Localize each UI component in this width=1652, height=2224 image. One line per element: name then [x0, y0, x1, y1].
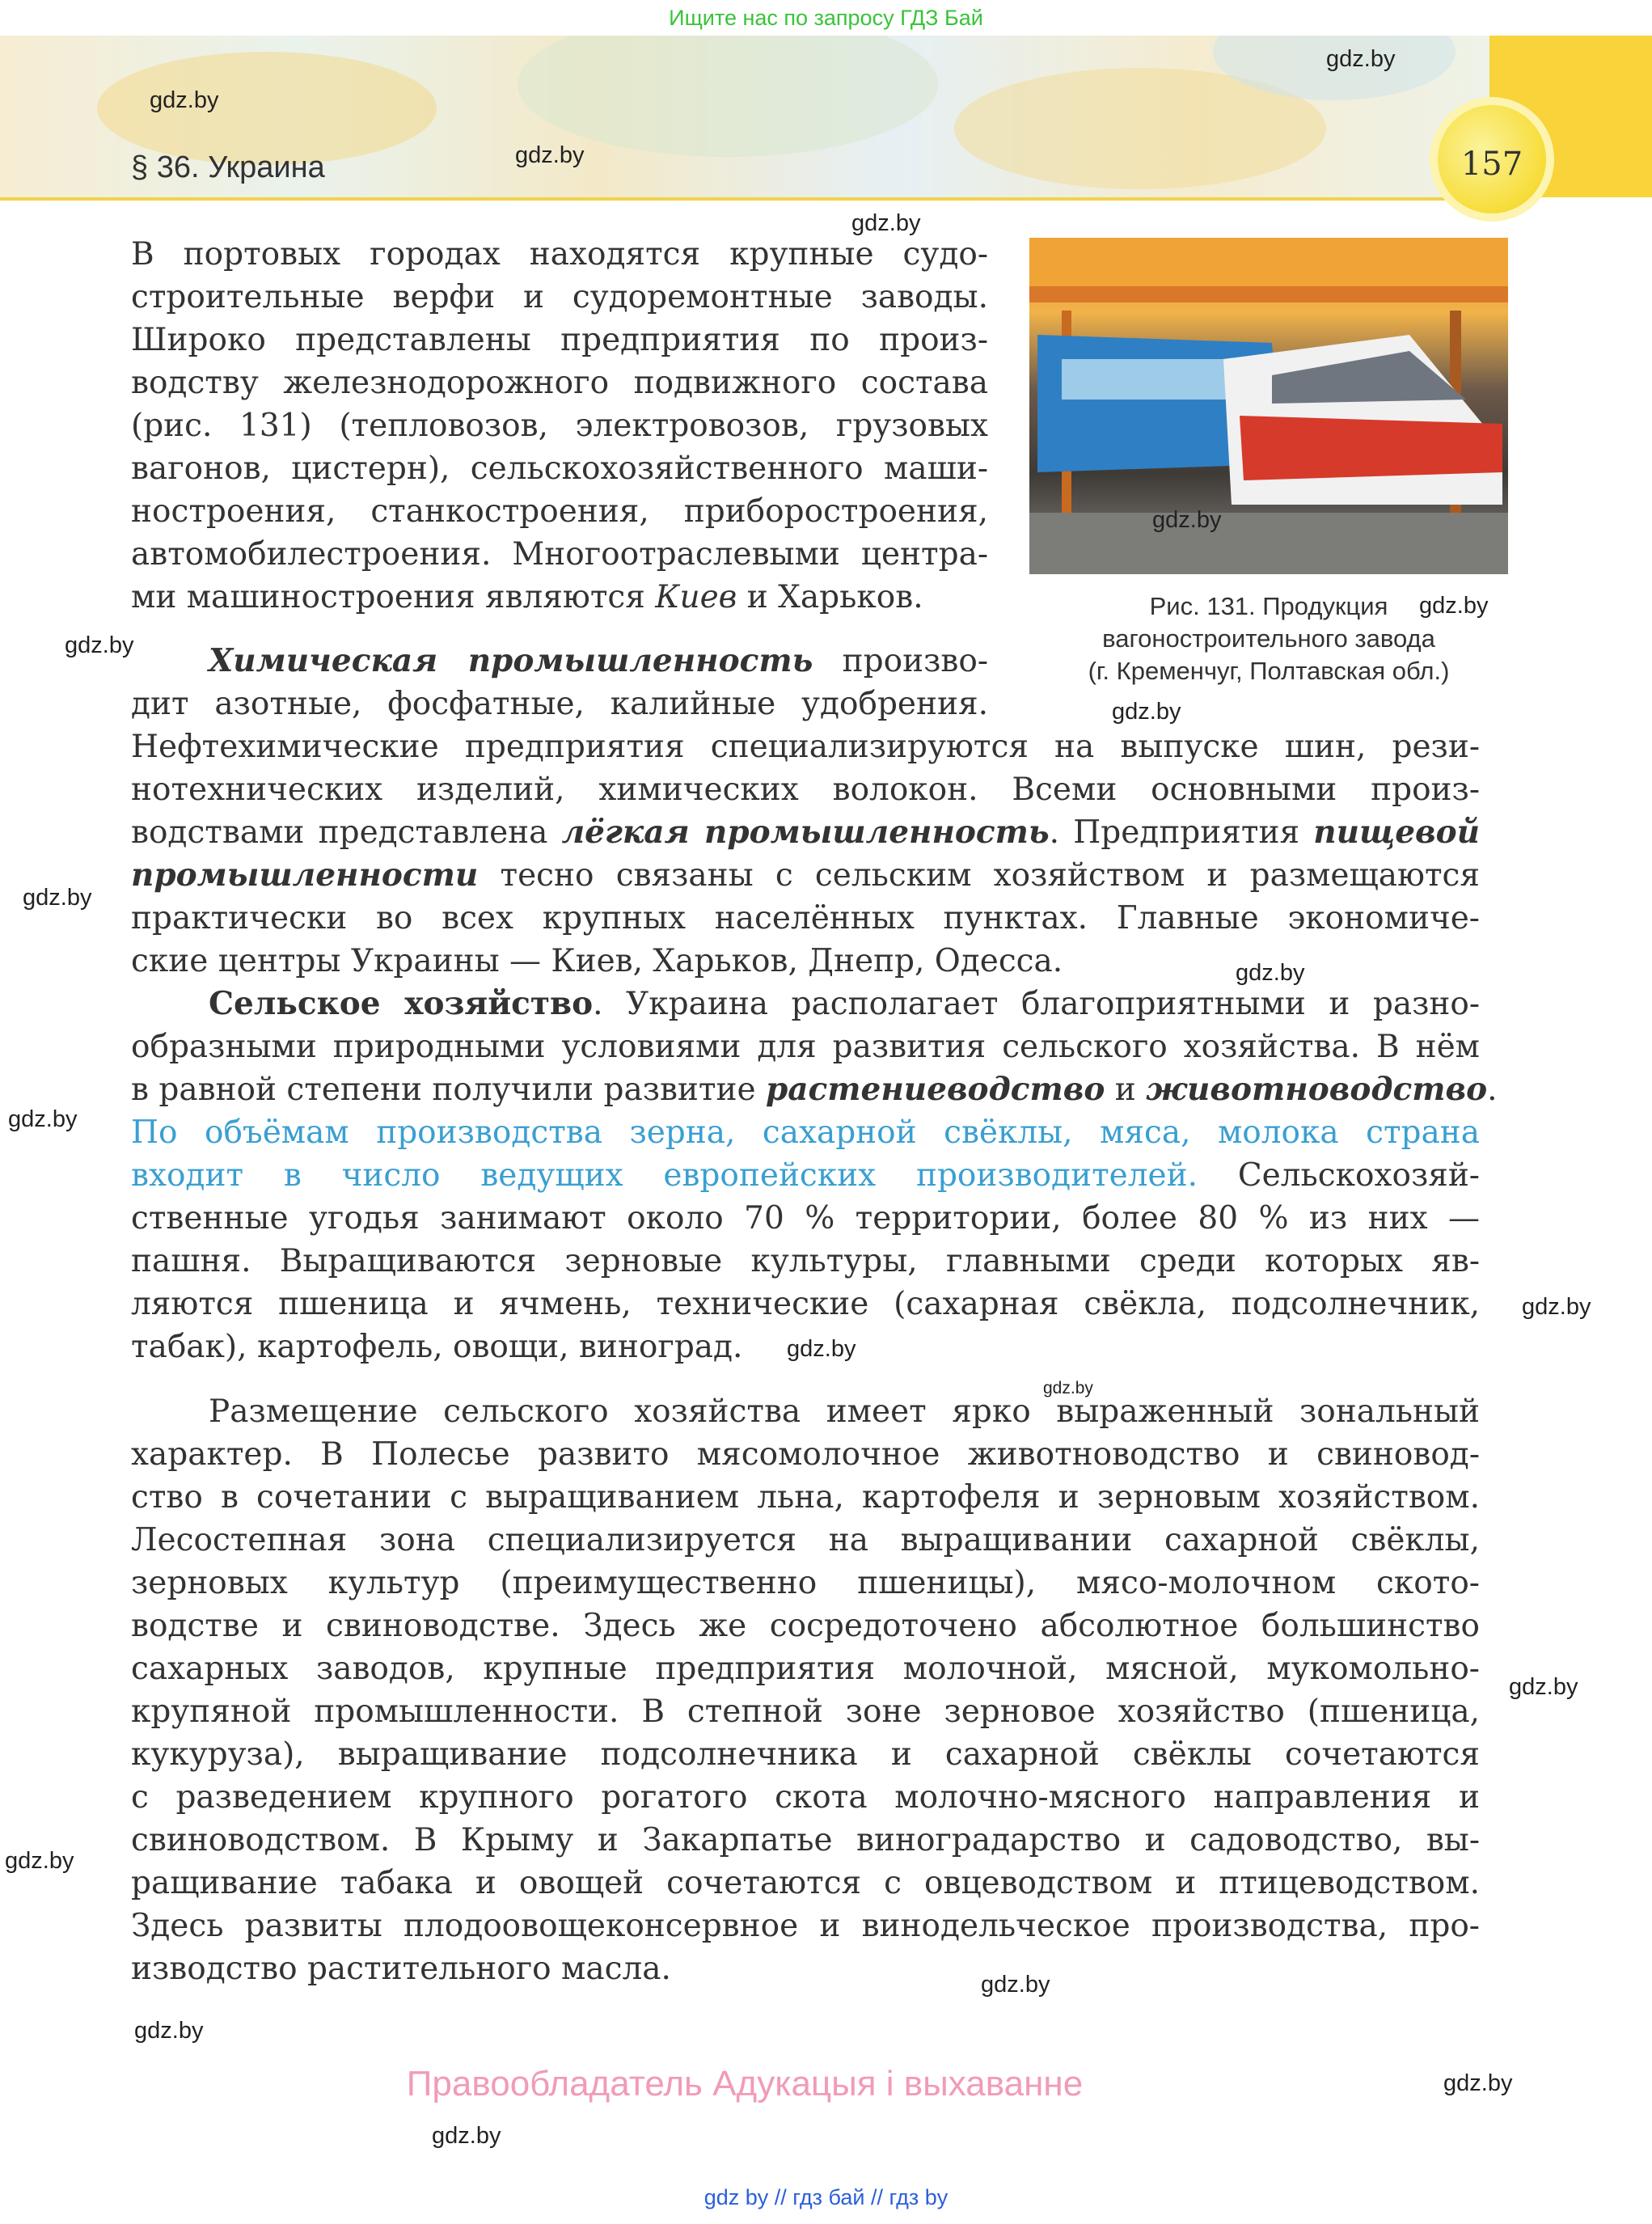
paragraph-machine-building [131, 233, 988, 619]
rights-holder-notice: Правообладатель Адукацыя і выхаванне [406, 2064, 1084, 2103]
term-crop-growing: растениеводство [765, 1071, 1105, 1108]
text-line [131, 854, 1480, 897]
text-line [131, 640, 988, 683]
text-line: нотехнических изделий, химических волокон. Всеми основными произ- [131, 772, 1480, 808]
text-line: ращивание табака и овощей сочетаются с овцеводством и птицеводством. [131, 1865, 1480, 1901]
paragraph-agriculture [131, 983, 1498, 1368]
text-line: ство в сочетании с выращиванием льна, картофеля и зерновым хозяйством. [131, 1479, 1480, 1516]
term-light-industry: лёгкая промышленность [561, 814, 1050, 851]
text-line: табак), картофель, овощи, виноград. [131, 1329, 743, 1365]
watermark: gdz.by [5, 1848, 74, 1874]
caption-line: Рис. 131. Продукция [1149, 592, 1388, 620]
text-line: изводство растительного масла. [131, 1951, 671, 1987]
watermark: gdz.by [1443, 2070, 1513, 2096]
search-hint-banner: Ищите нас по запросу ГДЗ Бай [669, 6, 983, 30]
text-line: кукуруза), выращивание подсолнечника и сахарной свёклы сочетаются [131, 1736, 1480, 1773]
paragraph-chemical-industry-body [131, 725, 1480, 983]
text-line: Широко представлены предприятия по произ- [131, 322, 988, 358]
highlight-run: входит в число ведущих европейских производителей. [131, 1157, 1198, 1194]
text-run: . Предприятия [1049, 814, 1314, 851]
watermark: gdz.by [1112, 699, 1181, 725]
watermark: gdz.by [1236, 960, 1305, 986]
watermark: gdz.by [851, 210, 921, 236]
watermark: gdz.by [981, 1972, 1050, 1998]
text-line: крупяной промышленности. В степной зоне зерновое хозяйство (пшеница, [131, 1693, 1480, 1730]
text-line: пашня. Выращиваются зерновые культуры, главными среди которых яв- [131, 1243, 1480, 1279]
text-line [131, 576, 988, 619]
text-line [131, 1154, 1480, 1197]
text-line: свиноводством. В Крыму и Закарпатье виноградарство и садоводство, вы- [131, 1822, 1480, 1858]
text-line: водстве и свиноводстве. Здесь же сосредоточено абсолютное большинство [131, 1608, 1480, 1644]
caption-line: вагоностроительного завода [1102, 624, 1435, 653]
text-line [131, 811, 1480, 854]
text-line: Здесь развиты плодоовощеконсервное и винодельческое производства, про- [131, 1908, 1480, 1944]
caption-line: (г. Кременчуг, Полтавская обл.) [1088, 657, 1450, 685]
text-line: сахарных заводов, крупные предприятия молочной, мясной, мукомольно- [131, 1651, 1480, 1687]
text-run: Сельскохозяй- [1198, 1157, 1480, 1194]
text-line: автомобилестроения. Многоотраслевыми центра- [131, 536, 988, 573]
text-line: ственные угодья занимают около 70 % территории, более 80 % из них — [131, 1200, 1480, 1237]
watermark: gdz.by [1043, 1379, 1093, 1397]
watermark: gdz.by [65, 632, 134, 658]
text-line: с разведением крупного рогатого скота молочно-мясного направления и [131, 1779, 1480, 1816]
text-line: ностроения, станкостроения, приборостроения, [131, 493, 988, 530]
text-line: практически во всех крупных населённых пунктах. Главные экономиче- [131, 900, 1480, 937]
city-kiev-italic: Киев [655, 579, 737, 615]
text-run: и Харьков. [737, 579, 923, 615]
text-line: дит азотные, фосфатные, калийные удобрения. [131, 686, 988, 722]
text-run: ми машиностроения являются [131, 579, 656, 615]
text-run: в равной степени получили развитие [131, 1072, 766, 1108]
watermark: gdz.by [8, 1106, 78, 1132]
text-line: Лесостепная зона специализируется на выращивании сахарной свёклы, [131, 1522, 1480, 1558]
text-line: Размещение сельского хозяйства имеет ярко выраженный зональный [209, 1393, 1480, 1430]
watermark: gdz.by [23, 885, 92, 911]
text-line: Нефтехимические предприятия специализируются на выпуске шин, рези- [131, 729, 1480, 765]
text-run: тесно связаны с сельским хозяйством и размещаются [478, 857, 1480, 894]
text-run: . Украина располагает благоприятными и разно- [593, 986, 1480, 1022]
train-illustration [1029, 238, 1508, 574]
watermark: gdz.by [150, 87, 219, 113]
text-run: . [1487, 1072, 1498, 1108]
text-line: зерновых культур (преимущественно пшеницы), мясо-молочном ското- [131, 1565, 1480, 1601]
highlight-line: По объёмам производства зерна, сахарной свёклы, мяса, молока страна [131, 1114, 1480, 1151]
text-run: произво- [813, 643, 988, 679]
watermark: gdz.by [134, 2018, 204, 2044]
text-line: (рис. 131) (тепловозов, электровозов, грузовых [131, 408, 988, 444]
watermark: gdz.by [1152, 507, 1222, 533]
paragraph-zonal-agriculture [131, 1390, 1480, 1990]
text-line: образными природными условиями для развития сельского хозяйства. В нём [131, 1029, 1480, 1065]
footer-links[interactable]: gdz by // гдз бай // гдз by [703, 2185, 949, 2209]
text-line: вагонов, цистерн), сельскохозяйственного маши- [131, 450, 988, 487]
watermark: gdz.by [1522, 1294, 1591, 1320]
text-line: ские центры Украины — Киев, Харьков, Днепр, Одесса. [131, 943, 1063, 979]
watermark: gdz.by [1419, 593, 1489, 619]
figure-photo-train [1029, 238, 1508, 574]
text-line: ляются пшеница и ячмень, технические (сахарная свёкла, подсолнечник, [131, 1286, 1480, 1322]
page-number: 157 [1460, 146, 1523, 183]
term-agriculture: Сельское хозяйство [209, 985, 594, 1022]
term-animal-husbandry: животноводство [1146, 1071, 1488, 1108]
watermark: gdz.by [515, 142, 585, 168]
term-chemical-industry: Химическая промышленность [209, 642, 813, 679]
section-title: § 36. Украина [131, 150, 325, 184]
text-line: В портовых городах находятся крупные судо- [131, 236, 988, 273]
watermark: gdz.by [787, 1336, 856, 1362]
watermark: gdz.by [432, 2123, 501, 2149]
text-run: и [1105, 1072, 1147, 1108]
watermark: gdz.by [1509, 1674, 1578, 1700]
text-line: характер. В Полесье развито мясомолочное животноводство и свиновод- [131, 1436, 1480, 1473]
text-line: водству железнодорожного подвижного состава [131, 365, 988, 401]
text-line [131, 983, 1480, 1025]
paragraph-chemical-industry-head [131, 640, 988, 725]
term-food-industry-part1: пищевой [1313, 814, 1480, 851]
text-run: водствами представлена [131, 814, 562, 851]
text-line [131, 1068, 1498, 1111]
text-line: строительные верфи и судоремонтные заводы. [131, 279, 988, 315]
watermark: gdz.by [1326, 46, 1396, 72]
term-food-industry-part2: промышленности [131, 856, 479, 894]
